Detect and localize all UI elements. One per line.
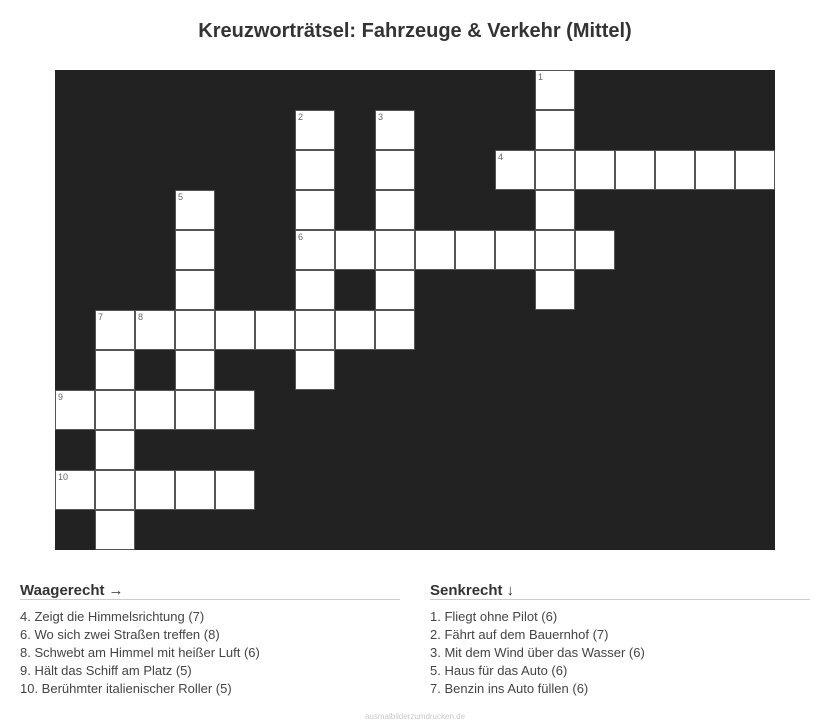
crossword-cell[interactable]: [215, 310, 255, 350]
crossword-cell[interactable]: [295, 350, 335, 390]
down-clue: 7. Benzin ins Auto füllen (6): [430, 681, 589, 696]
crossword-cell[interactable]: [55, 390, 95, 430]
crossword-cell[interactable]: [175, 350, 215, 390]
across-heading-label: Waagerecht: [20, 582, 105, 599]
crossword-cell[interactable]: [655, 150, 695, 190]
crossword-cell[interactable]: [175, 310, 215, 350]
crossword-cell[interactable]: [495, 230, 535, 270]
down-heading-label: Senkrecht: [430, 582, 503, 599]
crossword-cell[interactable]: [135, 310, 175, 350]
crossword-cell[interactable]: [535, 270, 575, 310]
crossword-cell[interactable]: [375, 270, 415, 310]
crossword-cell[interactable]: [455, 230, 495, 270]
clue-number: 8: [138, 312, 144, 322]
crossword-cell[interactable]: [295, 230, 335, 270]
crossword-cell[interactable]: [175, 230, 215, 270]
crossword-cell[interactable]: [535, 230, 575, 270]
across-clue: 4. Zeigt die Himmelsrichtung (7): [20, 609, 205, 624]
across-heading: [20, 582, 400, 600]
crossword-cell[interactable]: [295, 270, 335, 310]
crossword-cell[interactable]: [255, 310, 295, 350]
crossword-cell[interactable]: [95, 470, 135, 510]
crossword-cell[interactable]: [375, 150, 415, 190]
clue-number: 6: [298, 232, 304, 242]
down-heading: [430, 582, 810, 600]
down-clue: 5. Haus für das Auto (6): [430, 663, 568, 678]
crossword-cell[interactable]: [95, 430, 135, 470]
page-title: Kreuzworträtsel: Fahrzeuge & Verkehr (Mittel): [198, 20, 632, 42]
crossword-cell[interactable]: [695, 150, 735, 190]
crossword-grid: [55, 70, 775, 550]
across-clues: [20, 582, 400, 698]
down-clue: 2. Fährt auf dem Bauernhof (7): [430, 627, 609, 642]
crossword-cell[interactable]: [95, 350, 135, 390]
clue-number: 3: [378, 112, 384, 122]
crossword-cell[interactable]: [135, 390, 175, 430]
crossword-cell[interactable]: [375, 110, 415, 150]
clue-number: 1: [538, 72, 544, 82]
crossword-cell[interactable]: [375, 310, 415, 350]
crossword-cell[interactable]: [135, 470, 175, 510]
crossword-cell[interactable]: [215, 470, 255, 510]
crossword-cell[interactable]: [175, 390, 215, 430]
across-clue: 8. Schwebt am Himmel mit heißer Luft (6): [20, 645, 260, 660]
crossword-cell[interactable]: [615, 150, 655, 190]
crossword-cell[interactable]: [535, 110, 575, 150]
clue-number: 9: [58, 392, 64, 402]
clue-number: 2: [298, 112, 304, 122]
crossword-cell[interactable]: [175, 470, 215, 510]
crossword-cell[interactable]: [535, 190, 575, 230]
crossword-cell[interactable]: [335, 310, 375, 350]
crossword-cell[interactable]: [95, 310, 135, 350]
crossword-cell[interactable]: [495, 150, 535, 190]
crossword-cell[interactable]: [375, 230, 415, 270]
down-clue: 1. Fliegt ohne Pilot (6): [430, 609, 558, 624]
crossword-cell[interactable]: [415, 230, 455, 270]
clue-number: 10: [58, 472, 69, 482]
crossword-cell[interactable]: [295, 150, 335, 190]
down-clue: 3. Mit dem Wind über das Wasser (6): [430, 645, 645, 660]
crossword-cell[interactable]: [295, 110, 335, 150]
across-clue: 6. Wo sich zwei Straßen treffen (8): [20, 627, 220, 642]
crossword-cell[interactable]: [335, 230, 375, 270]
crossword-cell[interactable]: [375, 190, 415, 230]
arrow-right-icon: →: [108, 582, 124, 599]
crossword-cell[interactable]: [95, 510, 135, 550]
down-clues: [430, 582, 810, 698]
crossword-cell[interactable]: [535, 70, 575, 110]
crossword-cell[interactable]: [575, 230, 615, 270]
crossword-cell[interactable]: [295, 190, 335, 230]
across-clue: 10. Berühmter italienischer Roller (5): [20, 681, 232, 696]
footer-credit: ausmalbilderzumdrucken.de: [364, 712, 466, 721]
crossword-cell[interactable]: [295, 310, 335, 350]
across-clue: 9. Hält das Schiff am Platz (5): [20, 663, 192, 678]
clue-number: 7: [98, 312, 104, 322]
arrow-down-icon: ↓: [506, 582, 515, 599]
crossword-cell[interactable]: [735, 150, 775, 190]
crossword-cell[interactable]: [95, 390, 135, 430]
crossword-cell[interactable]: [535, 150, 575, 190]
clue-number: 4: [498, 152, 504, 162]
crossword-cell[interactable]: [215, 390, 255, 430]
crossword-cell[interactable]: [175, 270, 215, 310]
crossword-cell[interactable]: [575, 150, 615, 190]
crossword-cell[interactable]: [55, 470, 95, 510]
clue-number: 5: [178, 192, 184, 202]
crossword-cell[interactable]: [175, 190, 215, 230]
